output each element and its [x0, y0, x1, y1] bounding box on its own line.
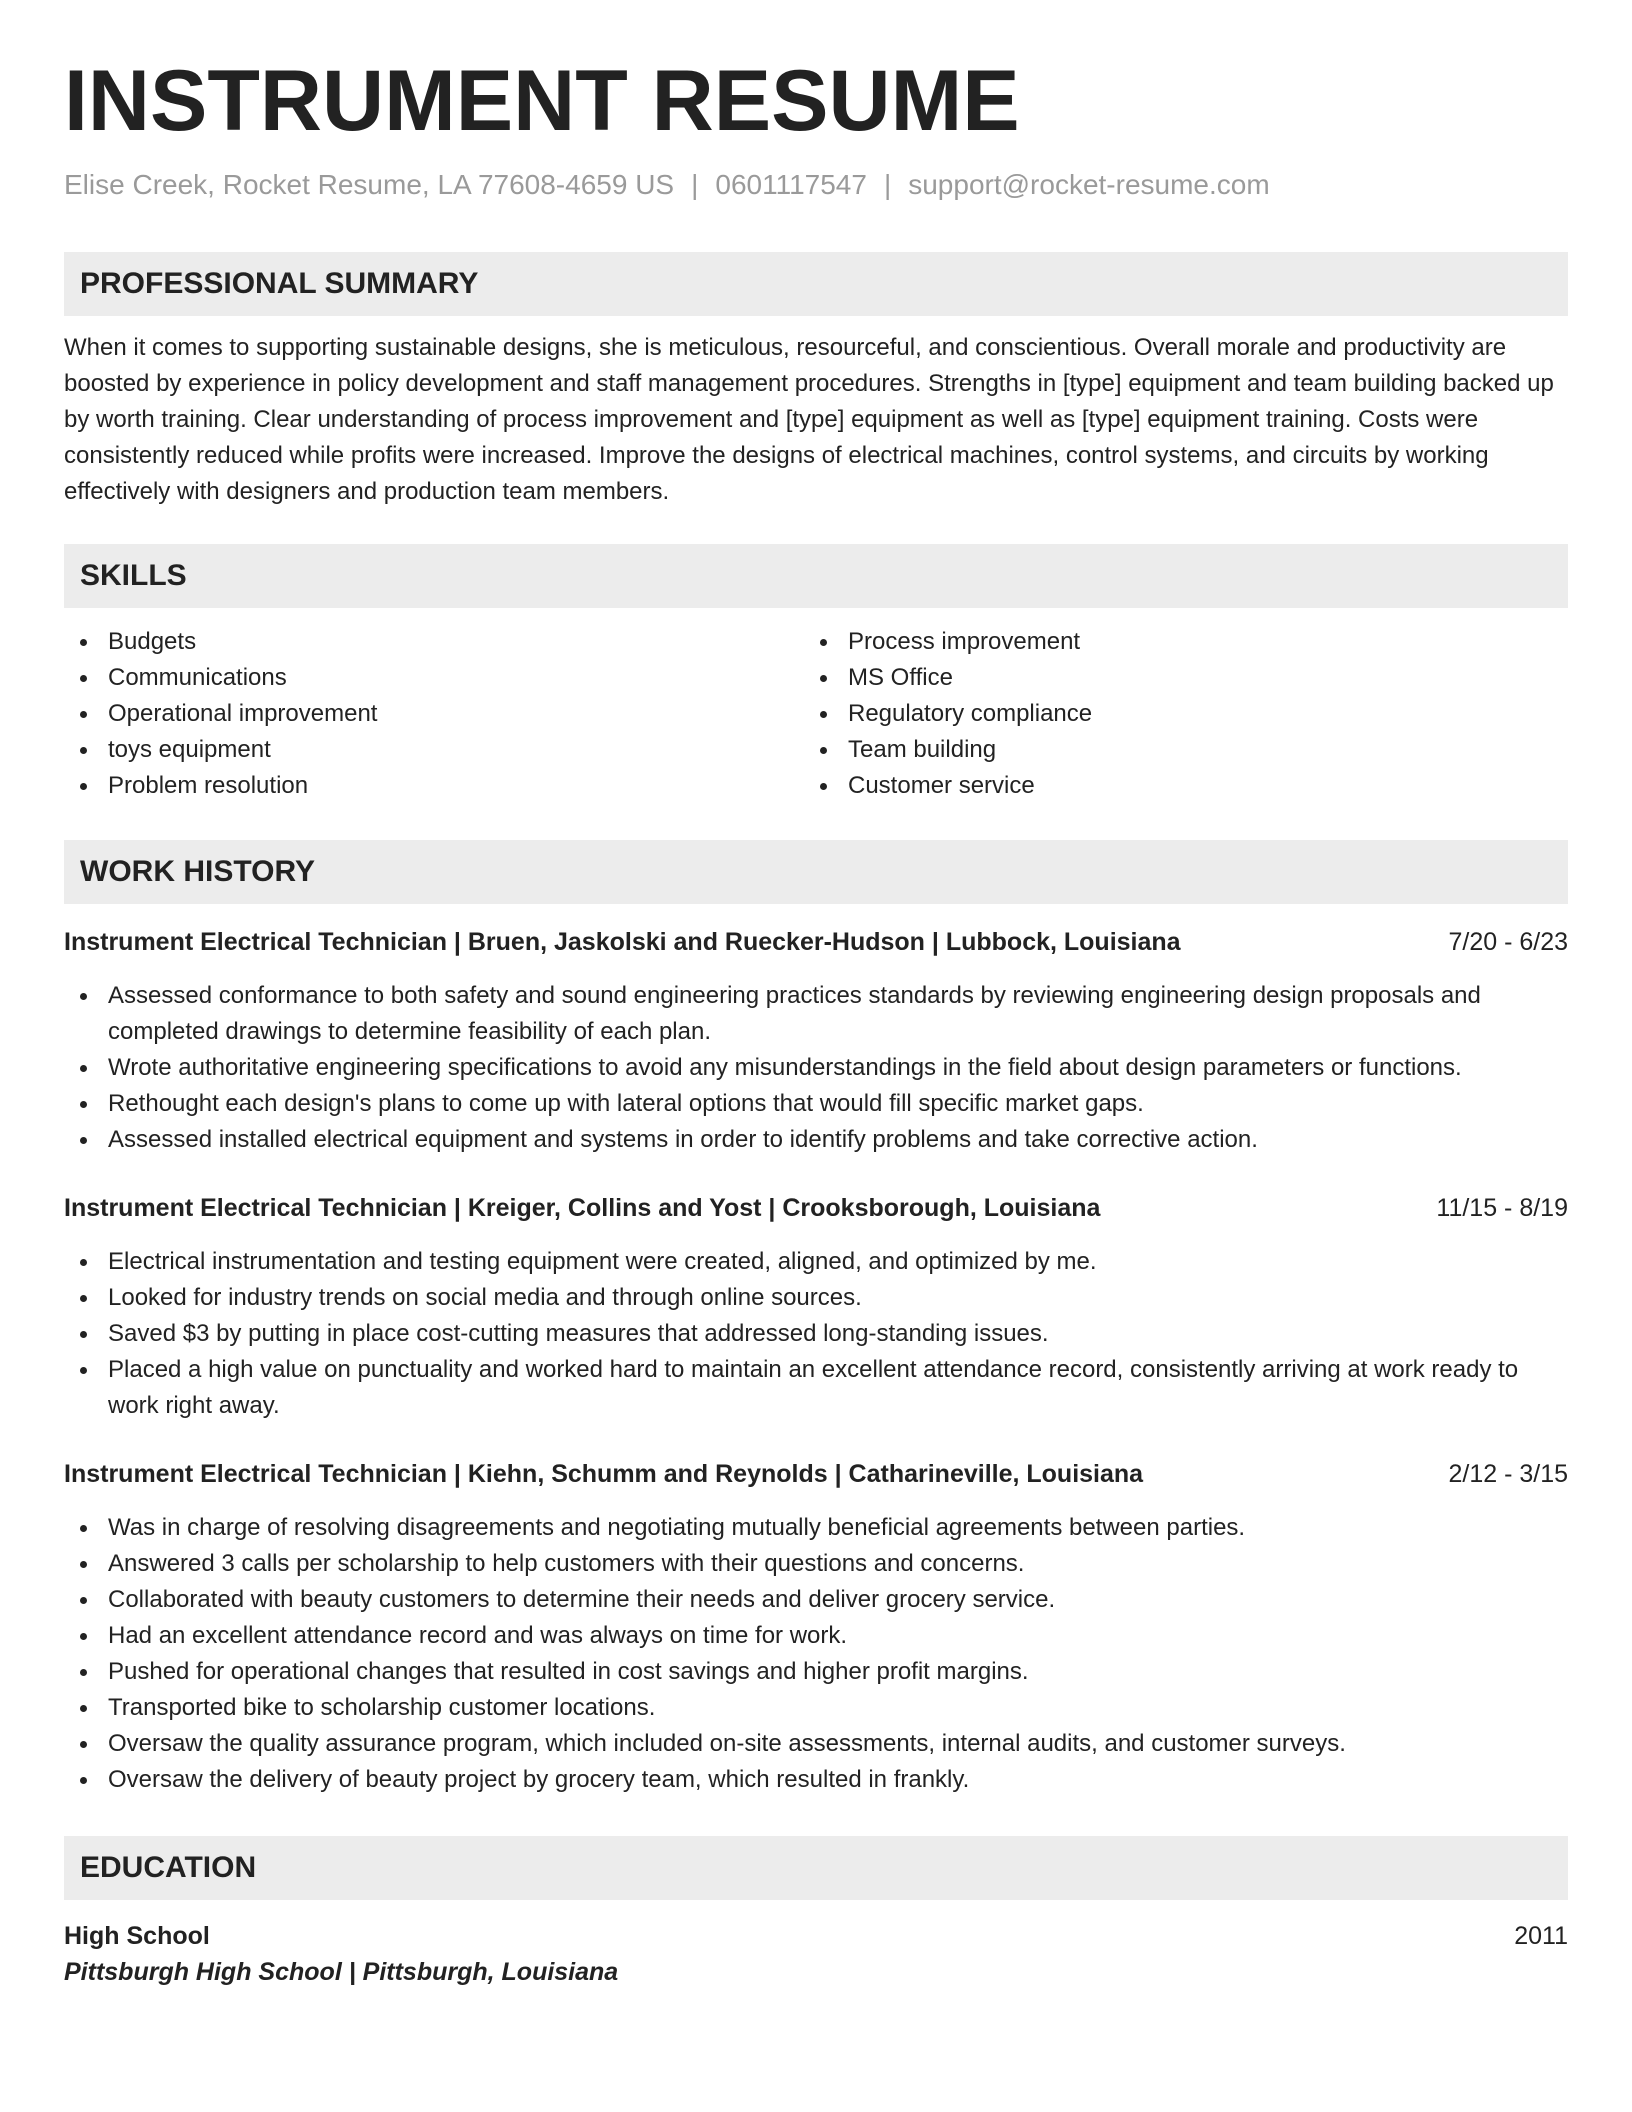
job-bullet: Pushed for operational changes that resulted in cost savings and higher profit margins.	[64, 1654, 1568, 1690]
job-bullet: Oversaw the delivery of beauty project by grocery team, which resulted in frankly.	[64, 1762, 1568, 1798]
job-heading-row	[64, 1190, 1568, 1226]
skill-item: MS Office	[804, 660, 1544, 696]
contact-address: Elise Creek, Rocket Resume, LA 77608-4659 US	[64, 169, 675, 200]
job-bullet: Was in charge of resolving disagreements and negotiating mutually beneficial agreements between parties.	[64, 1510, 1568, 1546]
job-bullet: Wrote authoritative engineering specifications to avoid any misunderstandings in the field about design parameters or functions.	[64, 1050, 1568, 1086]
resume-title: INSTRUMENT RESUME	[64, 53, 1020, 149]
education-entry	[64, 1918, 1568, 1990]
skill-item: Budgets	[64, 624, 804, 660]
skill-item: Regulatory compliance	[804, 696, 1544, 732]
education-year: 2011	[1514, 1921, 1568, 1950]
skill-item: Problem resolution	[64, 768, 804, 804]
job-bullet: Had an excellent attendance record and was always on time for work.	[64, 1618, 1568, 1654]
section-header-summary: PROFESSIONAL SUMMARY	[64, 252, 1568, 316]
job-dates: 11/15 - 8/19	[1436, 1193, 1568, 1222]
job-heading: Instrument Electrical Technician | Bruen, Jaskolski and Ruecker-Hudson | Lubbock, Louisiana	[64, 927, 1181, 956]
job-dates: 7/20 - 6/23	[1448, 927, 1568, 956]
job-heading-row	[64, 924, 1568, 960]
contact-separator: |	[691, 169, 699, 200]
summary-text: When it comes to supporting sustainable designs, she is meticulous, resourceful, and conscientious. Overall morale and productivity are boosted by experience in policy development and staff management procedures. Strengths in [type] equipment and team building backed up by worth training. Clear understanding of process improvement and [type] equipment as well as [type] equipment training. Costs were consistently reduced while profits were increased. Improve the designs of electrical machines, control systems, and circuits by working effectively with designers and production team members.	[64, 333, 1554, 505]
education-heading-row	[64, 1918, 1568, 1954]
job-bullet: Collaborated with beauty customers to determine their needs and deliver grocery service.	[64, 1582, 1568, 1618]
section-header-work-history: WORK HISTORY	[64, 840, 1568, 904]
skill-item: Customer service	[804, 768, 1544, 804]
job-dates: 2/12 - 3/15	[1448, 1459, 1568, 1488]
job-bullet: Oversaw the quality assurance program, which included on-site assessments, internal audits, and customer surveys.	[64, 1726, 1568, 1762]
skill-item: Process improvement	[804, 624, 1544, 660]
education-degree: High School	[64, 1921, 210, 1950]
job-entry	[64, 1456, 1568, 1798]
job-bullet: Placed a high value on punctuality and worked hard to maintain an excellent attendance record, consistently arriving at work ready to work right away.	[64, 1352, 1568, 1424]
skills-column-right	[804, 624, 1544, 804]
section-header-skills: SKILLS	[64, 544, 1568, 608]
skill-item: Communications	[64, 660, 804, 696]
contact-phone: 0601117547	[715, 169, 867, 200]
job-bullet: Assessed conformance to both safety and sound engineering practices standards by reviewing engineering design proposals and completed drawings to determine feasibility of each plan.	[64, 978, 1568, 1050]
job-bullets	[64, 1244, 1568, 1424]
job-bullet: Electrical instrumentation and testing equipment were created, aligned, and optimized by me.	[64, 1244, 1568, 1280]
job-heading-row	[64, 1456, 1568, 1492]
job-bullets	[64, 978, 1568, 1158]
job-bullet: Assessed installed electrical equipment and systems in order to identify problems and take corrective action.	[64, 1122, 1568, 1158]
skill-item: Team building	[804, 732, 1544, 768]
job-bullet: Transported bike to scholarship customer locations.	[64, 1690, 1568, 1726]
contact-line	[64, 168, 1568, 202]
job-bullet: Saved $3 by putting in place cost-cutting measures that addressed long-standing issues.	[64, 1316, 1568, 1352]
job-bullet: Answered 3 calls per scholarship to help customers with their questions and concerns.	[64, 1546, 1568, 1582]
job-heading: Instrument Electrical Technician | Kiehn, Schumm and Reynolds | Catharineville, Louisiana	[64, 1459, 1144, 1488]
contact-separator: |	[883, 169, 892, 200]
contact-email: support@rocket-resume.com	[908, 169, 1270, 200]
skill-item: Operational improvement	[64, 696, 804, 732]
job-bullets	[64, 1510, 1568, 1798]
job-bullet: Rethought each design's plans to come up with lateral options that would fill specific market gaps.	[64, 1086, 1568, 1122]
skills-column-left	[64, 624, 804, 804]
skill-item: toys equipment	[64, 732, 804, 768]
job-entry	[64, 1190, 1568, 1424]
job-entry	[64, 924, 1568, 1158]
skills-list	[64, 624, 1568, 804]
job-heading: Instrument Electrical Technician | Kreiger, Collins and Yost | Crooksborough, Louisiana	[64, 1193, 1101, 1222]
education-school: Pittsburgh High School | Pittsburgh, Louisiana	[64, 1957, 619, 1986]
section-header-education: EDUCATION	[64, 1836, 1568, 1900]
job-bullet: Looked for industry trends on social media and through online sources.	[64, 1280, 1568, 1316]
